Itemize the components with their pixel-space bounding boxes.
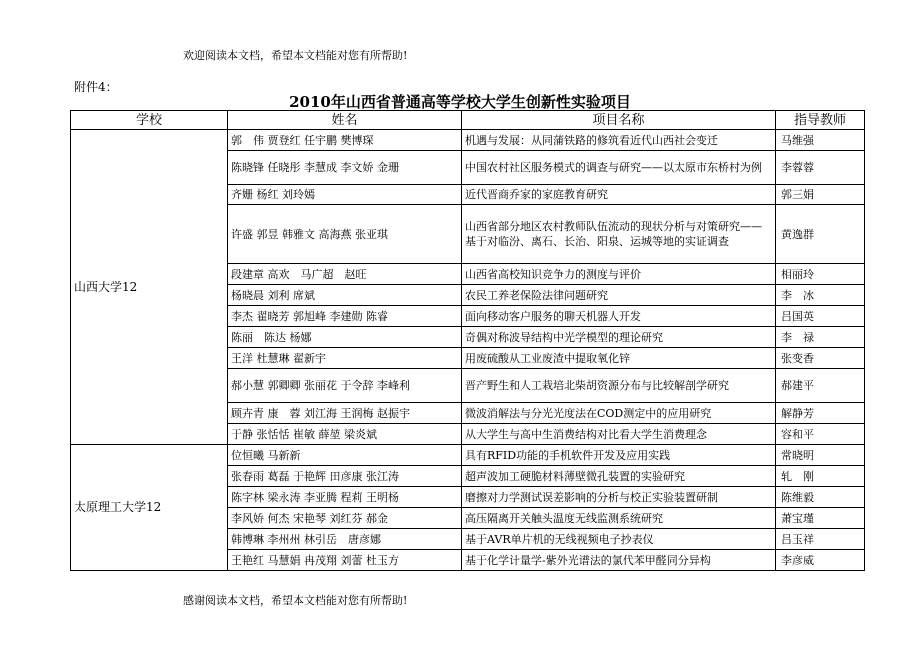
- advisor-cell: 张变香: [776, 348, 865, 369]
- advisor-cell: 解静芳: [776, 403, 865, 424]
- column-header-name: 姓名: [228, 111, 462, 130]
- advisor-cell: 轧 刚: [776, 466, 865, 487]
- names-cell: 李风娇 何杰 宋艳琴 刘红芬 郝金: [228, 508, 462, 529]
- project-cell: 机遇与发展：从同蒲铁路的修筑看近代山西社会变迁: [462, 130, 776, 151]
- footer-notice: 感谢阅读本文档，希望本文档能对您有所帮助!: [183, 594, 408, 607]
- names-cell: 张春雨 葛磊 于艳辉 田彦康 张江涛: [228, 466, 462, 487]
- project-cell: 山西省高校知识竞争力的测度与评价: [462, 264, 776, 285]
- project-cell: 高压隔离开关触头温度无线监测系统研究: [462, 508, 776, 529]
- project-cell: 超声波加工硬脆材料薄壁微孔装置的实验研究: [462, 466, 776, 487]
- names-cell: 王洋 杜慧琳 翟新宇: [228, 348, 462, 369]
- project-cell: 山西省部分地区农村教师队伍流动的现状分析与对策研究——基于对临汾、离石、长治、阳泉、运城等地的实证调查: [462, 205, 776, 264]
- names-cell: 于静 张恬恬 崔敏 薛堃 梁炎斌: [228, 424, 462, 445]
- advisor-cell: 李蓉蓉: [776, 151, 865, 185]
- project-cell: 从大学生与高中生消费结构对比看大学生消费理念: [462, 424, 776, 445]
- names-cell: 位恒曦 马新新: [228, 445, 462, 466]
- advisor-cell: 郭三娟: [776, 185, 865, 205]
- project-cell: 微波消解法与分光光度法在COD测定中的应用研究: [462, 403, 776, 424]
- advisor-cell: 吕玉祥: [776, 529, 865, 550]
- advisor-cell: 黄逸群: [776, 205, 865, 264]
- names-cell: 段建章 高欢 马广超 赵旺: [228, 264, 462, 285]
- column-header-school: 学校: [71, 111, 228, 130]
- table-header-row: [71, 111, 865, 130]
- names-cell: 陈字林 梁永涛 李亚腾 程莉 王明杨: [228, 487, 462, 508]
- advisor-cell: 常晓明: [776, 445, 865, 466]
- project-cell: 中国农村社区服务模式的调查与研究——以太原市东桥村为例: [462, 151, 776, 185]
- advisor-cell: 陈维毅: [776, 487, 865, 508]
- column-header-project: 项目名称: [462, 111, 776, 130]
- advisor-cell: 马维强: [776, 130, 865, 151]
- project-cell: 近代晋商乔家的家庭教育研究: [462, 185, 776, 205]
- advisor-cell: 李 冰: [776, 285, 865, 306]
- project-cell: 用废硫酸从工业废渣中提取氧化锌: [462, 348, 776, 369]
- names-cell: 韩博琳 李州州 林引岳 唐彦娜: [228, 529, 462, 550]
- school-cell: 山西大学12: [71, 130, 228, 445]
- advisor-cell: 李 禄: [776, 327, 865, 348]
- names-cell: 李杰 翟晓芳 郭旭峰 李建勋 陈睿: [228, 306, 462, 327]
- document-title: 2010年山西省普通高等学校大学生创新性实验项目: [289, 93, 631, 111]
- header-notice: 欢迎阅读本文档，希望本文档能对您有所帮助!: [183, 49, 408, 62]
- names-cell: 杨晓晨 刘利 席斌: [228, 285, 462, 306]
- school-cell: 太原理工大学12: [71, 445, 228, 571]
- table-row: [71, 130, 865, 151]
- names-cell: 许盛 郭昱 韩雅文 高海燕 张亚琪: [228, 205, 462, 264]
- advisor-cell: 吕国英: [776, 306, 865, 327]
- table-row: [71, 445, 865, 466]
- names-cell: 郭 伟 贾登红 任宇鹏 樊博琛: [228, 130, 462, 151]
- column-header-advisor: 指导教师: [776, 111, 865, 130]
- project-cell: 奇偶对称波导结构中光学模型的理论研究: [462, 327, 776, 348]
- project-cell: 磨擦对力学测试误差影响的分析与校正实验装置研制: [462, 487, 776, 508]
- names-cell: 王艳红 马慧娟 冉茂翔 刘蕾 杜玉方: [228, 550, 462, 571]
- advisor-cell: 李彦威: [776, 550, 865, 571]
- advisor-cell: 相丽玲: [776, 264, 865, 285]
- names-cell: 齐姗 杨红 刘玲嫣: [228, 185, 462, 205]
- advisor-cell: 郝建平: [776, 369, 865, 403]
- projects-table: [70, 110, 865, 571]
- names-cell: 郝小慧 郭卿卿 张丽花 于令辞 李峰利: [228, 369, 462, 403]
- project-cell: 基于化学计量学-紫外光谱法的氯代苯甲醛同分异构: [462, 550, 776, 571]
- names-cell: 陈晓锋 任晓彤 李慧成 李文娇 金珊: [228, 151, 462, 185]
- project-cell: 具有RFID功能的手机软件开发及应用实践: [462, 445, 776, 466]
- names-cell: 顾卉青 康 蓉 刘江海 王润梅 赵振宇: [228, 403, 462, 424]
- advisor-cell: 容和平: [776, 424, 865, 445]
- project-cell: 基于AVR单片机的无线视频电子抄表仪: [462, 529, 776, 550]
- advisor-cell: 萧宝瑾: [776, 508, 865, 529]
- attachment-label: 附件4：: [74, 80, 118, 94]
- names-cell: 陈丽 陈达 杨娜: [228, 327, 462, 348]
- project-cell: 晋产野生和人工栽培北柴胡资源分布与比较解剖学研究: [462, 369, 776, 403]
- project-cell: 面向移动客户服务的聊天机器人开发: [462, 306, 776, 327]
- project-cell: 农民工养老保险法律问题研究: [462, 285, 776, 306]
